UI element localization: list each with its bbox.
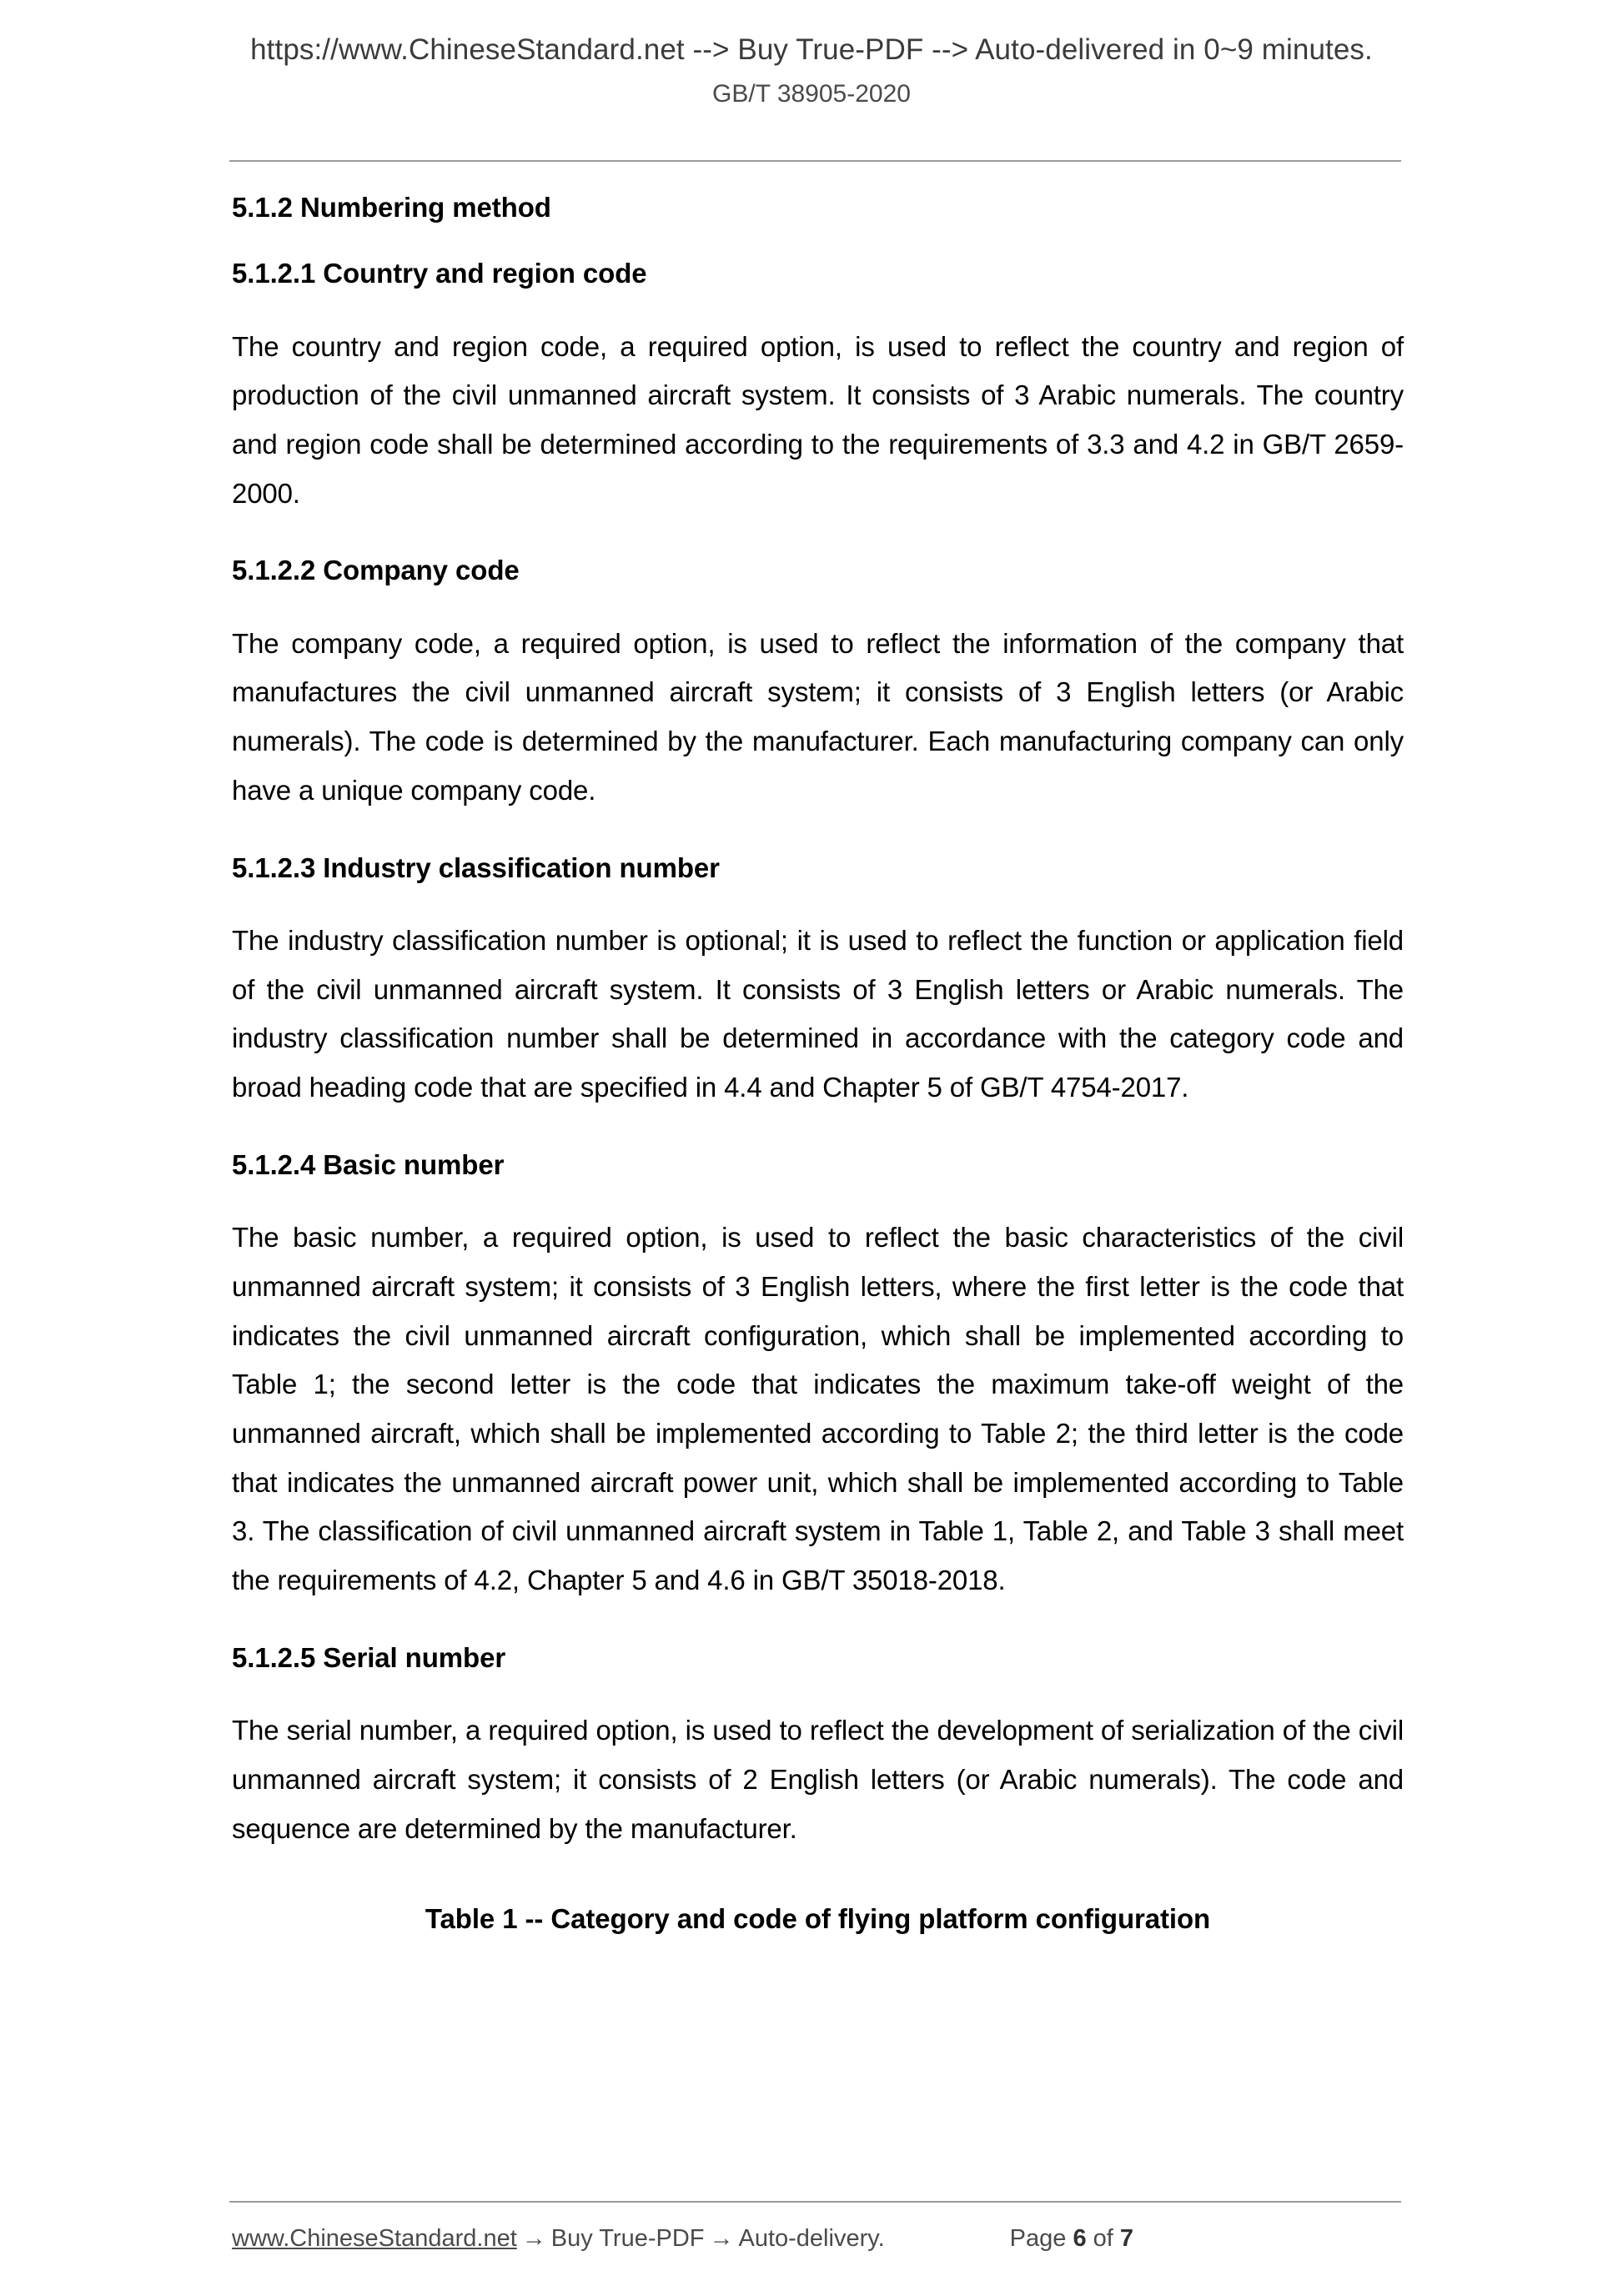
paragraph-basic-number: The basic number, a required option, is used to reflect the basic characteristics of the civil unmanned aircraft system; it consists of 3 English letters, where the first letter is the code that indicates the civil unmanned aircraft configuration, which shall be implemented according to Table 1; the second letter is the code that indicates the maximum take-off weight of the unmanned aircraft, which shall be implemented according to Table 2; the third letter is the code that indicates the unmanned aircraft power unit, which shall be implemented according to Table 3. The classification of civil unmanned aircraft system in Table 1, Table 2, and Table 3 shall meet the requirements of 4.2, Chapter 5 and 4.6 in GB/T 35018-2018. <box>232 1222 1404 1596</box>
section-heading-5-1-2-5: 5.1.2.5 Serial number <box>232 1641 506 1673</box>
document-body <box>232 190 1404 1935</box>
table-1-caption: Table 1 -- Category and code of flying platform configuration <box>425 1903 1211 1935</box>
section-heading-5-1-2-2: 5.1.2.2 Company code <box>232 555 520 586</box>
footer-promo <box>232 2225 885 2253</box>
paragraph-company-code: The company code, a required option, is used to reflect the information of the company that manufactures the civil unmanned aircraft system; it consists of 3 English letters (or Arabic numerals). The code is determined by the manufacturer. Each manufacturing company can only have a unique company code. <box>232 627 1404 806</box>
page-footer <box>232 2225 1404 2253</box>
arrow-right-icon-2: → <box>709 2225 734 2252</box>
paragraph-industry-classification-number: The industry classification number is optional; it is used to reflect the function or application field of the civil unmanned aircraft system. It consists of 3 English letters or Arabic numerals. The industry classification number shall be determined in accordance with the category code and broad heading code that are specified in 4.4 and Chapter 5 of GB/T 4754-2017. <box>232 924 1404 1103</box>
page-of-label: of <box>1093 2225 1113 2252</box>
standard-number: GB/T 38905-2020 <box>712 80 911 108</box>
paragraph-country-region-code: The country and region code, a required option, is used to reflect the country and region of production of the civil unmanned aircraft system. It consists of 3 Arabic numerals. The country and region code shall be determined according to the requirements of 3.3 and 4.2 in GB/T 2659-2000. <box>232 330 1404 509</box>
promo-banner-text: https://www.ChineseStandard.net --> Buy True-PDF --> Auto-delivered in 0~9 minutes. <box>250 33 1373 66</box>
footer-buy-text: Buy True-PDF <box>550 2225 705 2252</box>
header-divider <box>229 160 1401 162</box>
section-heading-5-1-2-1: 5.1.2.1 Country and region code <box>232 258 647 289</box>
section-heading-5-1-2-3: 5.1.2.3 Industry classification number <box>232 852 720 883</box>
paragraph-serial-number: The serial number, a required option, is used to reflect the development of serialization of the civil unmanned aircraft system; it consists of 2 English letters (or Arabic numerals). The code and sequence are determined by the manufacturer. <box>232 1715 1404 1844</box>
footer-divider <box>229 2201 1401 2203</box>
page-number-current: 6 <box>1073 2225 1087 2252</box>
section-heading-5-1-2: 5.1.2 Numbering method <box>232 192 551 223</box>
page-indicator <box>1010 2225 1133 2253</box>
page-header <box>0 33 1623 108</box>
page-number-total: 7 <box>1119 2225 1134 2252</box>
page-label: Page <box>1009 2225 1067 2252</box>
footer-url-link[interactable]: www.ChineseStandard.net <box>232 2225 517 2252</box>
footer-delivery-text: Auto-delivery. <box>738 2225 885 2252</box>
arrow-right-icon: → <box>521 2225 546 2252</box>
section-heading-5-1-2-4: 5.1.2.4 Basic number <box>232 1148 505 1180</box>
